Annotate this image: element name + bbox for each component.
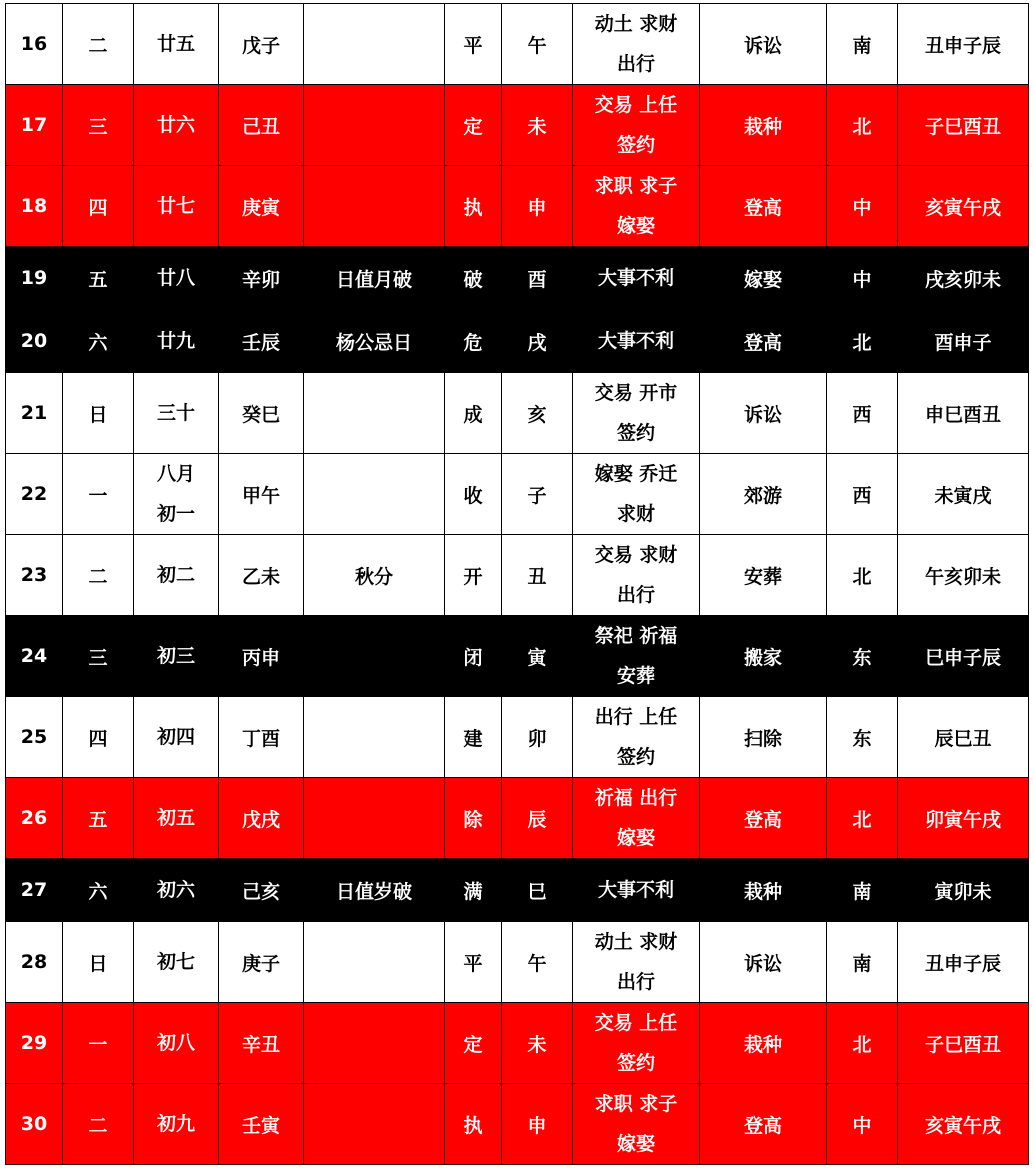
weekday-cell: 二 — [63, 1084, 134, 1165]
ganzhi-cell: 壬寅 — [219, 1084, 304, 1165]
lucky-hours-cell: 辰巳丑 — [898, 697, 1029, 778]
officer-cell: 建 — [445, 697, 502, 778]
weekday-cell: 五 — [63, 247, 134, 310]
lunar-date-cell — [134, 247, 219, 310]
suitable-cell-lines — [573, 535, 699, 615]
lunar-date-cell — [134, 1003, 219, 1084]
weekday-cell: 日 — [63, 373, 134, 454]
lunar-date-cell-lines — [134, 454, 218, 534]
lunar-date-cell-line: 初四 — [156, 726, 195, 748]
officer-cell: 定 — [445, 85, 502, 166]
weekday-cell: 四 — [63, 697, 134, 778]
suitable-cell-lines — [573, 922, 699, 1002]
ganzhi-cell: 丁酉 — [219, 697, 304, 778]
day-cell: 23 — [6, 535, 63, 616]
lunar-date-cell — [134, 166, 219, 247]
lucky-hours-cell: 子巳酉丑 — [898, 1003, 1029, 1084]
lunar-date-cell-lines — [134, 942, 218, 982]
direction-cell: 北 — [827, 535, 898, 616]
weekday-cell: 一 — [63, 454, 134, 535]
ganzhi-cell: 辛卯 — [219, 247, 304, 310]
branch-cell: 酉 — [502, 247, 573, 310]
lucky-hours-cell: 亥寅午戌 — [898, 1084, 1029, 1165]
branch-cell: 午 — [502, 922, 573, 1003]
suitable-cell-line: 安葬 — [616, 665, 655, 687]
day-cell: 26 — [6, 778, 63, 859]
lunar-date-cell-lines — [134, 24, 218, 64]
branch-cell: 未 — [502, 1003, 573, 1084]
day-cell: 21 — [6, 373, 63, 454]
note-cell: 日值月破 — [304, 247, 445, 310]
lucky-hours-cell: 巳申子辰 — [898, 616, 1029, 697]
branch-cell: 寅 — [502, 616, 573, 697]
avoid-cell: 诉讼 — [700, 922, 827, 1003]
avoid-cell: 安葬 — [700, 535, 827, 616]
lunar-date-cell-line: 初六 — [156, 879, 195, 901]
table-row — [6, 373, 1029, 454]
avoid-cell: 登高 — [700, 166, 827, 247]
suitable-cell-line: 求职 求子 — [594, 1093, 678, 1115]
day-cell: 24 — [6, 616, 63, 697]
lunar-date-cell-line: 初二 — [156, 564, 195, 586]
direction-cell: 中 — [827, 247, 898, 310]
direction-cell: 北 — [827, 778, 898, 859]
almanac-table — [5, 3, 1029, 1165]
note-cell — [304, 373, 445, 454]
day-cell: 20 — [6, 310, 63, 373]
lunar-date-cell — [134, 859, 219, 922]
direction-cell: 南 — [827, 4, 898, 85]
suitable-cell-lines — [573, 85, 699, 165]
day-cell: 29 — [6, 1003, 63, 1084]
note-cell: 日值岁破 — [304, 859, 445, 922]
day-cell: 16 — [6, 4, 63, 85]
suitable-cell-lines — [573, 258, 699, 298]
day-cell: 30 — [6, 1084, 63, 1165]
note-cell — [304, 166, 445, 247]
direction-cell: 南 — [827, 859, 898, 922]
lunar-date-cell-line: 廿九 — [156, 330, 195, 352]
table-row — [6, 535, 1029, 616]
officer-cell: 成 — [445, 373, 502, 454]
suitable-cell — [573, 166, 700, 247]
weekday-cell: 一 — [63, 1003, 134, 1084]
ganzhi-cell: 戊戌 — [219, 778, 304, 859]
lunar-date-cell-line: 廿六 — [156, 114, 195, 136]
lunar-date-cell-lines — [134, 1104, 218, 1144]
lunar-date-cell-line: 廿五 — [156, 33, 195, 55]
branch-cell: 丑 — [502, 535, 573, 616]
officer-cell: 执 — [445, 1084, 502, 1165]
avoid-cell: 嫁娶 — [700, 247, 827, 310]
table-row — [6, 1084, 1029, 1165]
table-row — [6, 85, 1029, 166]
direction-cell: 南 — [827, 922, 898, 1003]
lunar-date-cell-lines — [134, 258, 218, 298]
weekday-cell: 四 — [63, 166, 134, 247]
ganzhi-cell: 庚寅 — [219, 166, 304, 247]
suitable-cell — [573, 697, 700, 778]
lucky-hours-cell: 丑申子辰 — [898, 922, 1029, 1003]
officer-cell: 执 — [445, 166, 502, 247]
suitable-cell-lines — [573, 1084, 699, 1164]
ganzhi-cell: 壬辰 — [219, 310, 304, 373]
note-cell — [304, 616, 445, 697]
suitable-cell — [573, 535, 700, 616]
weekday-cell: 六 — [63, 310, 134, 373]
suitable-cell — [573, 4, 700, 85]
lunar-date-cell-lines — [134, 717, 218, 757]
suitable-cell-line: 签约 — [616, 746, 655, 768]
ganzhi-cell: 己亥 — [219, 859, 304, 922]
lunar-date-cell-lines — [134, 321, 218, 361]
note-cell — [304, 697, 445, 778]
suitable-cell — [573, 310, 700, 373]
weekday-cell: 三 — [63, 85, 134, 166]
lucky-hours-cell: 酉申子 — [898, 310, 1029, 373]
ganzhi-cell: 庚子 — [219, 922, 304, 1003]
table-row — [6, 4, 1029, 85]
lunar-date-cell — [134, 85, 219, 166]
avoid-cell: 登高 — [700, 1084, 827, 1165]
officer-cell: 开 — [445, 535, 502, 616]
officer-cell: 平 — [445, 4, 502, 85]
lunar-date-cell — [134, 778, 219, 859]
officer-cell: 危 — [445, 310, 502, 373]
note-cell — [304, 1084, 445, 1165]
weekday-cell: 五 — [63, 778, 134, 859]
avoid-cell: 搬家 — [700, 616, 827, 697]
table-row — [6, 922, 1029, 1003]
suitable-cell-lines — [573, 616, 699, 696]
day-cell: 19 — [6, 247, 63, 310]
lucky-hours-cell: 寅卯未 — [898, 859, 1029, 922]
suitable-cell-line: 求职 求子 — [594, 175, 678, 197]
avoid-cell: 栽种 — [700, 85, 827, 166]
suitable-cell-line: 交易 求财 — [594, 544, 678, 566]
branch-cell: 卯 — [502, 697, 573, 778]
suitable-cell-line: 出行 — [616, 584, 655, 606]
ganzhi-cell: 丙申 — [219, 616, 304, 697]
day-cell: 25 — [6, 697, 63, 778]
suitable-cell — [573, 778, 700, 859]
suitable-cell-line: 嫁娶 — [616, 215, 655, 237]
suitable-cell — [573, 1003, 700, 1084]
direction-cell: 北 — [827, 1003, 898, 1084]
ganzhi-cell: 戊子 — [219, 4, 304, 85]
suitable-cell — [573, 247, 700, 310]
suitable-cell-line: 交易 上任 — [594, 94, 678, 116]
almanac-rows — [6, 4, 1029, 1165]
suitable-cell — [573, 616, 700, 697]
weekday-cell: 三 — [63, 616, 134, 697]
branch-cell: 申 — [502, 166, 573, 247]
branch-cell: 未 — [502, 85, 573, 166]
lunar-date-cell-lines — [134, 798, 218, 838]
table-row — [6, 616, 1029, 697]
suitable-cell-line: 签约 — [616, 422, 655, 444]
suitable-cell — [573, 922, 700, 1003]
weekday-cell: 六 — [63, 859, 134, 922]
suitable-cell-lines — [573, 321, 699, 361]
lunar-date-cell-line: 八月 — [156, 463, 195, 485]
avoid-cell: 登高 — [700, 310, 827, 373]
ganzhi-cell: 甲午 — [219, 454, 304, 535]
lucky-hours-cell: 午亥卯未 — [898, 535, 1029, 616]
avoid-cell: 诉讼 — [700, 4, 827, 85]
lunar-date-cell-lines — [134, 393, 218, 433]
suitable-cell-line: 交易 开市 — [594, 382, 678, 404]
day-cell: 27 — [6, 859, 63, 922]
avoid-cell: 郊游 — [700, 454, 827, 535]
branch-cell: 申 — [502, 1084, 573, 1165]
officer-cell: 闭 — [445, 616, 502, 697]
suitable-cell-line: 出行 上任 — [594, 706, 678, 728]
branch-cell: 巳 — [502, 859, 573, 922]
ganzhi-cell: 乙未 — [219, 535, 304, 616]
suitable-cell-line: 大事不利 — [597, 330, 674, 352]
lunar-date-cell — [134, 373, 219, 454]
lunar-date-cell — [134, 616, 219, 697]
suitable-cell-line: 动土 求财 — [594, 13, 678, 35]
lunar-date-cell-line: 初五 — [156, 807, 195, 829]
lunar-date-cell — [134, 310, 219, 373]
lunar-date-cell-line: 初一 — [156, 503, 195, 525]
direction-cell: 东 — [827, 697, 898, 778]
lunar-date-cell-line: 初七 — [156, 951, 195, 973]
suitable-cell-line: 嫁娶 乔迁 — [594, 463, 678, 485]
officer-cell: 除 — [445, 778, 502, 859]
note-cell — [304, 4, 445, 85]
suitable-cell-line: 签约 — [616, 134, 655, 156]
ganzhi-cell: 辛丑 — [219, 1003, 304, 1084]
officer-cell: 破 — [445, 247, 502, 310]
suitable-cell-line: 祈福 出行 — [594, 787, 678, 809]
note-cell — [304, 922, 445, 1003]
lucky-hours-cell: 戌亥卯未 — [898, 247, 1029, 310]
officer-cell: 满 — [445, 859, 502, 922]
suitable-cell-line: 嫁娶 — [616, 827, 655, 849]
lucky-hours-cell: 子巳酉丑 — [898, 85, 1029, 166]
table-row — [6, 166, 1029, 247]
suitable-cell-lines — [573, 4, 699, 84]
lunar-date-cell-lines — [134, 186, 218, 226]
lunar-date-cell-line: 三十 — [156, 402, 195, 424]
table-row — [6, 310, 1029, 373]
lunar-date-cell-lines — [134, 636, 218, 676]
day-cell: 22 — [6, 454, 63, 535]
suitable-cell-line: 动土 求财 — [594, 931, 678, 953]
lucky-hours-cell: 卯寅午戌 — [898, 778, 1029, 859]
ganzhi-cell: 己丑 — [219, 85, 304, 166]
suitable-cell — [573, 1084, 700, 1165]
officer-cell: 收 — [445, 454, 502, 535]
lunar-date-cell-line: 廿八 — [156, 267, 195, 289]
lunar-date-cell — [134, 535, 219, 616]
day-cell: 17 — [6, 85, 63, 166]
note-cell — [304, 85, 445, 166]
branch-cell: 午 — [502, 4, 573, 85]
suitable-cell — [573, 373, 700, 454]
note-cell — [304, 1003, 445, 1084]
suitable-cell-line: 祭祀 祈福 — [594, 625, 678, 647]
suitable-cell-line: 交易 上任 — [594, 1012, 678, 1034]
lucky-hours-cell: 申巳酉丑 — [898, 373, 1029, 454]
branch-cell: 戌 — [502, 310, 573, 373]
lucky-hours-cell: 丑申子辰 — [898, 4, 1029, 85]
weekday-cell: 二 — [63, 535, 134, 616]
suitable-cell-line: 出行 — [616, 53, 655, 75]
direction-cell: 中 — [827, 166, 898, 247]
table-row — [6, 454, 1029, 535]
note-cell — [304, 778, 445, 859]
lunar-date-cell-lines — [134, 1023, 218, 1063]
note-cell: 秋分 — [304, 535, 445, 616]
note-cell — [304, 454, 445, 535]
suitable-cell-line: 大事不利 — [597, 267, 674, 289]
lunar-date-cell-line: 初三 — [156, 645, 195, 667]
suitable-cell-line: 出行 — [616, 971, 655, 993]
suitable-cell-line: 嫁娶 — [616, 1133, 655, 1155]
officer-cell: 平 — [445, 922, 502, 1003]
lucky-hours-cell: 未寅戌 — [898, 454, 1029, 535]
suitable-cell-lines — [573, 373, 699, 453]
lunar-date-cell — [134, 922, 219, 1003]
avoid-cell: 登高 — [700, 778, 827, 859]
lunar-date-cell — [134, 1084, 219, 1165]
officer-cell: 定 — [445, 1003, 502, 1084]
direction-cell: 西 — [827, 454, 898, 535]
table-row — [6, 1003, 1029, 1084]
direction-cell: 北 — [827, 310, 898, 373]
lunar-date-cell-line: 初九 — [156, 1113, 195, 1135]
lucky-hours-cell: 亥寅午戌 — [898, 166, 1029, 247]
direction-cell: 东 — [827, 616, 898, 697]
note-cell: 杨公忌日 — [304, 310, 445, 373]
suitable-cell-lines — [573, 1003, 699, 1083]
suitable-cell-lines — [573, 778, 699, 858]
table-row — [6, 859, 1029, 922]
suitable-cell — [573, 859, 700, 922]
avoid-cell: 诉讼 — [700, 373, 827, 454]
lunar-date-cell-lines — [134, 105, 218, 145]
table-row — [6, 697, 1029, 778]
lunar-date-cell-line: 廿七 — [156, 195, 195, 217]
suitable-cell-lines — [573, 454, 699, 534]
lunar-date-cell — [134, 697, 219, 778]
suitable-cell-line: 签约 — [616, 1052, 655, 1074]
suitable-cell-line: 大事不利 — [597, 879, 674, 901]
suitable-cell — [573, 454, 700, 535]
suitable-cell-lines — [573, 166, 699, 246]
day-cell: 28 — [6, 922, 63, 1003]
suitable-cell — [573, 85, 700, 166]
branch-cell: 子 — [502, 454, 573, 535]
ganzhi-cell: 癸巳 — [219, 373, 304, 454]
lunar-date-cell-line: 初八 — [156, 1032, 195, 1054]
direction-cell: 西 — [827, 373, 898, 454]
table-row — [6, 247, 1029, 310]
lunar-date-cell-lines — [134, 555, 218, 595]
weekday-cell: 日 — [63, 922, 134, 1003]
direction-cell: 北 — [827, 85, 898, 166]
day-cell: 18 — [6, 166, 63, 247]
table-row — [6, 778, 1029, 859]
branch-cell: 辰 — [502, 778, 573, 859]
suitable-cell-lines — [573, 697, 699, 777]
avoid-cell: 扫除 — [700, 697, 827, 778]
suitable-cell-lines — [573, 870, 699, 910]
branch-cell: 亥 — [502, 373, 573, 454]
suitable-cell-line: 求财 — [616, 503, 655, 525]
avoid-cell: 栽种 — [700, 1003, 827, 1084]
weekday-cell: 二 — [63, 4, 134, 85]
lunar-date-cell — [134, 454, 219, 535]
avoid-cell: 栽种 — [700, 859, 827, 922]
lunar-date-cell — [134, 4, 219, 85]
lunar-date-cell-lines — [134, 870, 218, 910]
direction-cell: 中 — [827, 1084, 898, 1165]
